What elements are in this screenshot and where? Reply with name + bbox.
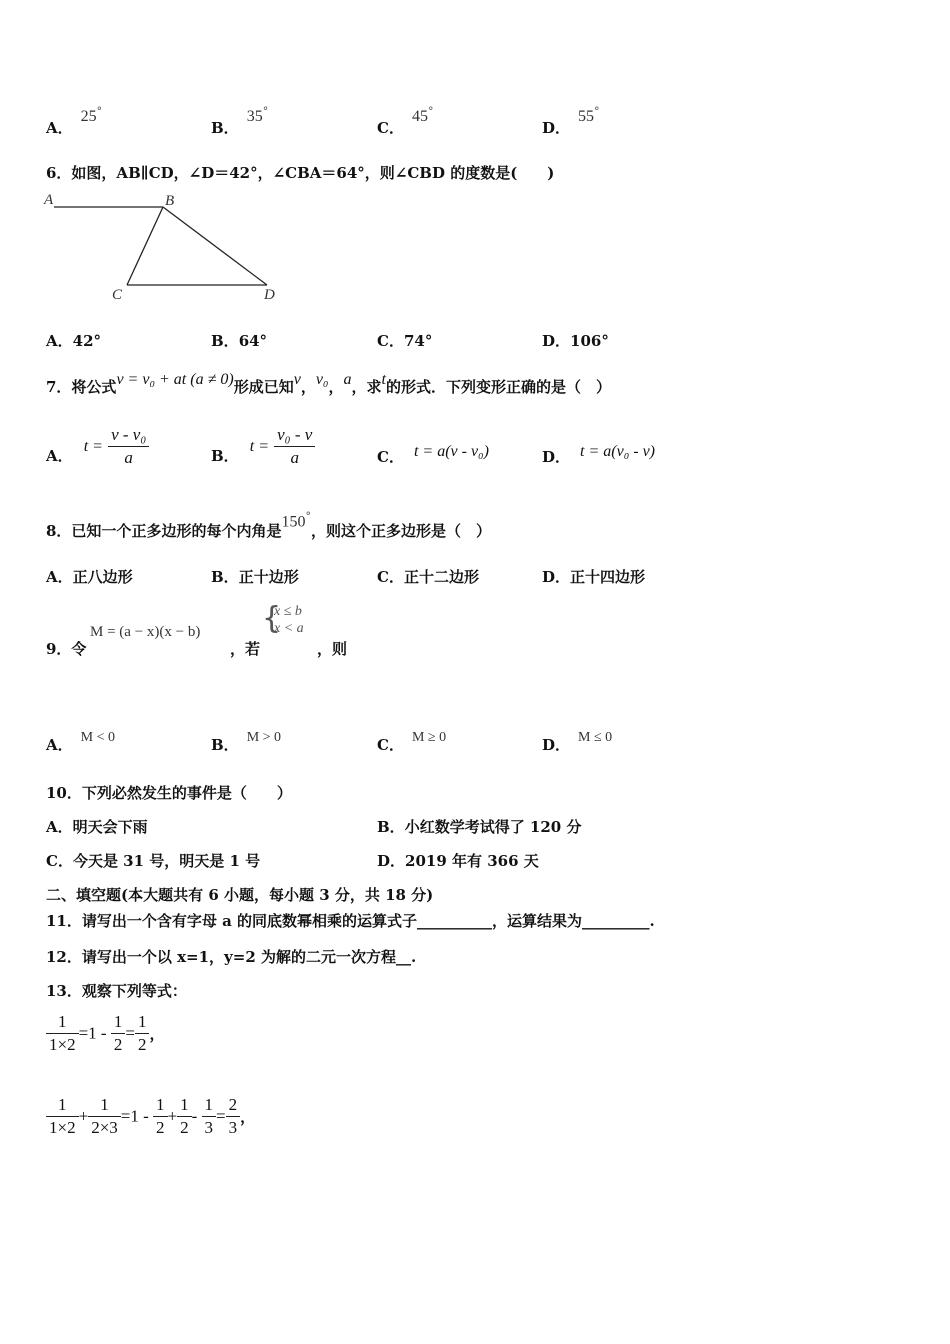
q10-option-c	[46, 850, 260, 871]
option-letter: A．	[46, 818, 73, 836]
eq-text: +	[78, 1106, 89, 1126]
label-d: D	[264, 287, 275, 303]
option-expr: M ≥ 0	[411, 730, 447, 745]
q7-comma2: ，	[328, 378, 344, 396]
fraction-numerator: 2	[226, 1094, 241, 1117]
q7-stem	[46, 368, 611, 396]
q9-formula: M = (a − x)(x − b)	[90, 624, 201, 640]
eq-text: =	[125, 1023, 135, 1043]
q5-option-d	[542, 105, 600, 138]
fraction-denominator: a	[290, 448, 299, 467]
option-fraction	[274, 424, 315, 469]
q7-option-a	[46, 424, 149, 469]
fraction	[177, 1094, 192, 1139]
eq-text: +	[167, 1106, 178, 1126]
option-text: 74°	[403, 332, 433, 350]
option-text: 64°	[238, 332, 268, 350]
fraction	[88, 1094, 121, 1139]
option-text: 106°	[570, 332, 609, 350]
option-text: 2019 年有 366 天	[405, 852, 539, 870]
q9-system-line2: x < a	[274, 621, 304, 636]
q7-option-c	[377, 440, 489, 466]
q10-option-d	[377, 850, 539, 871]
q7-mid1: 形成已知	[233, 378, 294, 396]
eq-text: =1 -	[120, 1106, 149, 1126]
fraction	[153, 1094, 168, 1139]
fraction-numerator: 1	[46, 1011, 79, 1034]
q6-figure	[40, 188, 290, 306]
q7-mid2: ，求	[351, 378, 382, 396]
option-text: 42°	[72, 332, 102, 350]
fraction-numerator: 1	[153, 1094, 168, 1117]
fraction	[46, 1011, 79, 1056]
q7-tail: 的形式．下列变形正确的是（ ）	[385, 378, 611, 396]
option-text: 正十二边形	[403, 568, 479, 586]
option-fraction	[108, 424, 149, 469]
option-text: 正八边形	[72, 568, 133, 586]
option-letter: B．	[377, 818, 405, 836]
option-letter: D．	[542, 448, 571, 466]
fraction-denominator: 1×2	[49, 1118, 76, 1137]
option-letter: D．	[377, 852, 406, 870]
label-c: C	[112, 287, 123, 303]
fraction-numerator: 1	[88, 1094, 121, 1117]
q5-option-a	[46, 105, 103, 138]
option-letter: B．	[211, 736, 239, 754]
q8-stem-b: ，则这个正多边形是（ ）	[310, 522, 491, 541]
option-letter: C．	[377, 448, 404, 466]
q13-equation-1	[46, 1011, 164, 1056]
fraction	[111, 1011, 126, 1056]
option-lhs: t =	[83, 438, 103, 455]
option-letter: C．	[377, 332, 404, 350]
option-text: 小红数学考试得了 120 分	[404, 818, 582, 836]
option-lhs: t =	[249, 438, 270, 455]
option-letter: D．	[542, 736, 571, 754]
q7-option-b	[211, 424, 315, 469]
eq-text: =1 -	[78, 1023, 107, 1043]
q13-stem: 13．观察下列等式：	[46, 982, 187, 1000]
fraction-numerator: 1	[111, 1011, 126, 1034]
q9-option-d	[542, 725, 613, 754]
line-bd	[163, 207, 267, 285]
option-letter: A．	[46, 119, 73, 138]
q9-option-b	[211, 725, 282, 754]
option-letter: A．	[46, 736, 73, 754]
label-b: B	[165, 193, 175, 209]
eq-end: ，	[149, 1027, 165, 1043]
q10-option-b	[377, 816, 581, 837]
label-a: A	[44, 192, 54, 208]
fraction	[135, 1011, 150, 1056]
degree-mark: °	[96, 105, 103, 118]
degree-mark: °	[427, 105, 434, 118]
q9-system-line1: x ≤ b	[274, 604, 302, 619]
fraction-numerator: v - v₀	[108, 424, 149, 447]
option-letter: B．	[211, 568, 239, 586]
eq-end: ，	[240, 1110, 256, 1126]
degree-mark: °	[262, 105, 269, 118]
fraction-denominator: a	[124, 448, 133, 467]
option-expr: t = a(v - v₀)	[413, 443, 489, 460]
q10-stem: 10．下列必然发生的事件是（ ）	[46, 784, 292, 802]
option-letter: B．	[211, 332, 239, 350]
q7-formula: v = v₀ + at (a ≠ 0)	[116, 371, 234, 388]
q8-option-a	[46, 566, 133, 587]
option-expr: M > 0	[246, 730, 282, 745]
q6-option-c	[377, 330, 432, 351]
option-letter: D．	[542, 119, 571, 138]
option-value: 55	[578, 108, 595, 126]
q7-t: t	[381, 371, 386, 388]
q6-option-d	[542, 330, 609, 351]
option-letter: C．	[377, 736, 404, 754]
option-value: 25	[80, 108, 97, 126]
option-expr: M < 0	[80, 730, 115, 745]
q6-option-a	[46, 330, 101, 351]
fraction-denominator: 2×3	[91, 1118, 118, 1137]
option-text: 正十四边形	[570, 568, 646, 586]
q10-option-a	[46, 816, 148, 837]
option-letter: D．	[542, 568, 571, 586]
option-letter: C．	[377, 119, 404, 138]
option-letter: A．	[46, 332, 73, 350]
option-letter: D．	[542, 332, 571, 350]
q9-ruo: ，若	[230, 640, 261, 658]
option-letter: A．	[46, 568, 73, 586]
fraction-numerator: 1	[46, 1094, 79, 1117]
q11-stem: 11．请写出一个含有字母 a 的同底数幂相乘的运算式子__________，运算结果为_________.	[46, 912, 655, 930]
q9-option-c	[377, 725, 447, 754]
q7-v0: v₀	[315, 371, 329, 388]
fraction-denominator: 2	[180, 1118, 189, 1137]
q8-option-b	[211, 566, 299, 587]
option-value: 35	[246, 108, 263, 126]
line-bc	[127, 207, 163, 285]
q8-option-c	[377, 566, 479, 587]
option-value: 45	[411, 108, 428, 126]
q9-ze: ，则	[317, 640, 348, 658]
fraction-numerator: 1	[202, 1094, 217, 1117]
fraction-denominator: 3	[228, 1118, 238, 1137]
q7-option-d	[542, 440, 656, 466]
q6-option-b	[211, 330, 267, 351]
q8-angle: 150	[281, 513, 306, 531]
q8-stem-a: 8．已知一个正多边形的每个内角是	[46, 522, 282, 541]
fraction	[226, 1094, 241, 1139]
degree-mark: °	[305, 510, 311, 523]
fraction-denominator: 2	[137, 1035, 147, 1054]
option-expr: M ≤ 0	[578, 730, 613, 745]
option-letter: C．	[377, 568, 404, 586]
q7-v: v	[293, 371, 301, 388]
q7-comma1: ，	[300, 378, 316, 396]
fraction-denominator: 1×2	[49, 1035, 76, 1054]
option-text: 明天会下雨	[72, 818, 148, 836]
option-letter: B．	[211, 447, 239, 465]
option-letter: C．	[46, 852, 73, 870]
option-letter: A．	[46, 447, 73, 465]
eq-text: =	[216, 1106, 226, 1126]
option-letter: B．	[211, 119, 239, 138]
q8-option-d	[542, 566, 645, 587]
q9-option-a	[46, 725, 115, 754]
fraction-denominator: 3	[204, 1118, 214, 1137]
option-text: 今天是 31 号，明天是 1 号	[72, 852, 261, 870]
q12-stem: 12．请写出一个以 x=1，y=2 为解的二元一次方程__.	[46, 948, 417, 966]
q7-num: 7．将公式	[46, 378, 117, 396]
q8-stem	[46, 510, 491, 541]
fraction-numerator: 1	[135, 1011, 150, 1034]
fraction	[202, 1094, 217, 1139]
fraction	[46, 1094, 79, 1139]
q9-num: 9．令	[46, 640, 87, 658]
q13-equation-2	[46, 1094, 255, 1139]
fraction-numerator: 1	[177, 1094, 192, 1117]
fraction-numerator: v₀ - v	[274, 424, 315, 447]
fraction-denominator: 2	[113, 1035, 123, 1054]
eq-text: -	[191, 1106, 198, 1126]
section-heading: 二、填空题(本大题共有 6 小题，每小题 3 分，共 18 分)	[46, 886, 434, 904]
q7-a: a	[343, 371, 352, 388]
fraction-denominator: 2	[156, 1118, 165, 1137]
option-expr: t = a(v₀ - v)	[580, 443, 656, 460]
option-text: 正十边形	[238, 568, 299, 586]
q6-stem: 6．如图，AB∥CD，∠D＝42°，∠CBA＝64°，则∠CBD 的度数是( )	[46, 164, 555, 182]
degree-mark: °	[594, 105, 600, 118]
q9-system-brace: {	[262, 601, 282, 636]
q5-option-b	[211, 105, 269, 138]
q5-option-c	[377, 105, 434, 138]
